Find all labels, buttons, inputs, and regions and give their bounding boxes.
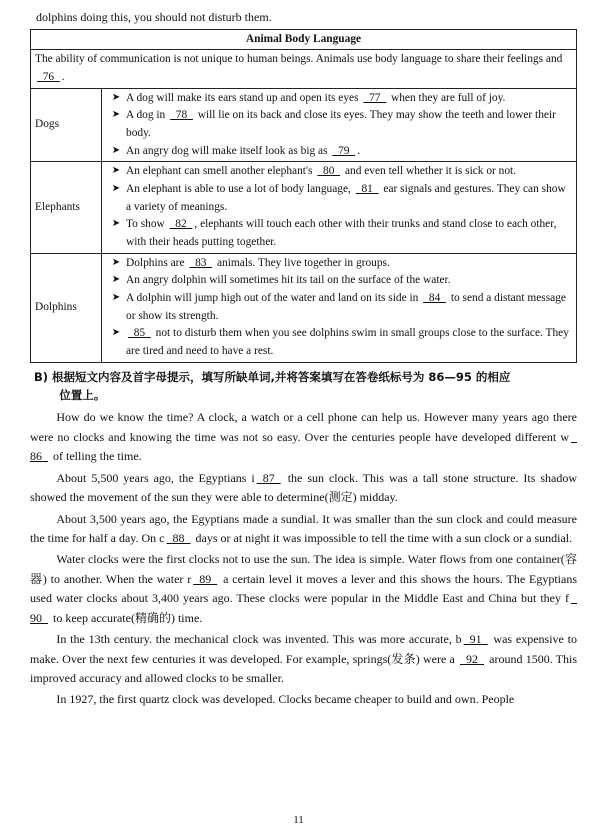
bullet-item	[106, 143, 572, 161]
answer-blank: 90	[30, 591, 577, 625]
answer-blank: 87	[256, 470, 281, 485]
table-title: Animal Body Language	[31, 29, 577, 50]
bullet-item	[106, 163, 572, 181]
table-intro-row	[31, 50, 577, 88]
arrow-bullet-icon: ➤	[111, 144, 121, 156]
arrow-bullet-icon: ➤	[111, 165, 121, 177]
bullet-item	[106, 290, 572, 325]
animal-items	[102, 162, 577, 253]
bullet-item	[106, 272, 572, 290]
animal-name: Dolphins	[31, 253, 102, 362]
bullet-item	[106, 255, 572, 273]
bullet-item	[106, 90, 572, 108]
animal-items	[102, 253, 577, 362]
answer-blank: 83	[189, 256, 213, 269]
arrow-bullet-icon: ➤	[111, 274, 121, 286]
answer-blank: 80	[317, 165, 341, 178]
answer-blank: 86	[30, 429, 577, 464]
answer-blank: 81	[355, 182, 379, 195]
bullet-item	[106, 107, 572, 142]
bullet-text: Dolphins are 83 animals. They live together in groups.	[126, 256, 390, 269]
animal-row-elephants	[31, 162, 577, 253]
animal-row-dolphins	[31, 253, 577, 362]
answer-blank: 82	[169, 218, 193, 231]
passage	[30, 408, 577, 710]
bullet-text: An angry dolphin will sometimes hit its tail on the surface of the water.	[126, 274, 451, 287]
arrow-bullet-icon: ➤	[111, 91, 121, 103]
answer-blank: 91	[463, 632, 488, 647]
arrow-bullet-icon: ➤	[111, 327, 121, 339]
bullet-text: To show 82 , elephants will touch each other with their trunks and stand close to each other, with their heads putting together.	[126, 218, 557, 248]
section-b-line-2: 位置上。	[59, 387, 106, 402]
worksheet-page	[30, 8, 577, 712]
answer-blank: 78	[170, 109, 193, 122]
table-intro: The ability of communication is not unique to human beings. Animals use body language to share their feelings and 76 .	[31, 50, 577, 88]
answer-blank: 92	[460, 651, 484, 666]
bullet-item	[106, 325, 572, 360]
passage-paragraph: How do we know the time? A clock, a watch or a cell phone can help us. However many years ago there were no clocks and knowing the time was not so easy. Over the centuries people have developed different w 86 of telling the time.	[30, 410, 577, 464]
page-number: 11	[293, 814, 304, 826]
continuation-line: dolphins doing this, you should not disturb them.	[36, 10, 272, 24]
bullet-item	[106, 216, 572, 251]
section-b-line-1: B) 根据短文内容及首字母提示，填写所缺单词,并将答案填写在答卷纸标号为 86—95 的相应	[34, 369, 511, 384]
arrow-bullet-icon: ➤	[111, 292, 121, 303]
answer-blank: 88	[166, 530, 191, 545]
section-b-instructions	[34, 369, 577, 405]
animal-row-dogs	[31, 88, 577, 162]
answer-blank: 79	[332, 144, 356, 157]
bullet-text: An angry dog will make itself look as big as 79 .	[126, 144, 361, 157]
arrow-bullet-icon: ➤	[111, 109, 121, 121]
bullet-text: A dog in 78 will lie on its back and close its eyes. They may show the teeth and lower their body.	[126, 109, 556, 139]
answer-blank: 85	[128, 327, 151, 340]
arrow-bullet-icon: ➤	[111, 182, 121, 194]
bullet-text: An elephant is able to use a lot of body language, 81 ear signals and gestures. They can show a variety of meanings.	[126, 182, 566, 213]
arrow-bullet-icon: ➤	[111, 218, 121, 230]
passage-paragraph: In the 13th century. the mechanical clock was invented. This was more accurate, b 91 was expensive to make. Over the next few centuries it was developed. For example, springs(发条) were a 92 around 1500. This improved accuracy and allowed clocks to be smaller.	[30, 632, 577, 685]
passage-paragraph: In 1927, the first quartz clock was developed. Clocks became cheaper to build and own. People	[56, 692, 515, 707]
bullet-text: A dolphin will jump high out of the water and land on its side in 84 to send a distant message or show its strength.	[126, 292, 566, 322]
bullet-text: An elephant can smell another elephant's 80 and even tell whether it is sick or not.	[126, 165, 517, 178]
bullet-text: 85 not to disturb them when you see dolphins swim in small groups close to the surface. They are tired and need to have a rest.	[126, 327, 569, 358]
answer-blank: 89	[193, 571, 218, 586]
animal-name: Elephants	[31, 162, 102, 253]
answer-blank: 76	[37, 70, 60, 83]
answer-blank: 77	[363, 91, 387, 104]
bullet-text: A dog will make its ears stand up and open its eyes 77 when they are full of joy.	[126, 91, 506, 104]
animal-body-language-table	[30, 29, 577, 363]
bullet-item	[106, 181, 572, 216]
passage-paragraph: Water clocks were the first clocks not to use the sun. The idea is simple. Water flows from one container(容器) to another. When the water r 89 a certain level it moves a lever and this shows the hours. The Egyptians used water clocks about 3,400 years ago. These clocks were popular in the Middle East and China but they f 90 to keep accurate(精确的) time.	[30, 552, 577, 625]
passage-paragraph: About 5,500 years ago, the Egyptians i 87 the sun clock. This was a tall stone structure. Its shadow showed the movement of the sun they were able to determine(测定) midday.	[30, 470, 577, 505]
animal-name: Dogs	[31, 88, 102, 162]
table-title-row	[31, 29, 577, 50]
answer-blank: 84	[423, 292, 446, 304]
passage-paragraph: About 3,500 years ago, the Egyptians made a sundial. It was smaller than the sun clock and could measure the time for half a day. On c 88 days or at night it was impossible to tell the time with a sun clock or a sundial.	[30, 511, 577, 545]
animal-items	[102, 88, 577, 162]
arrow-bullet-icon: ➤	[111, 256, 121, 268]
